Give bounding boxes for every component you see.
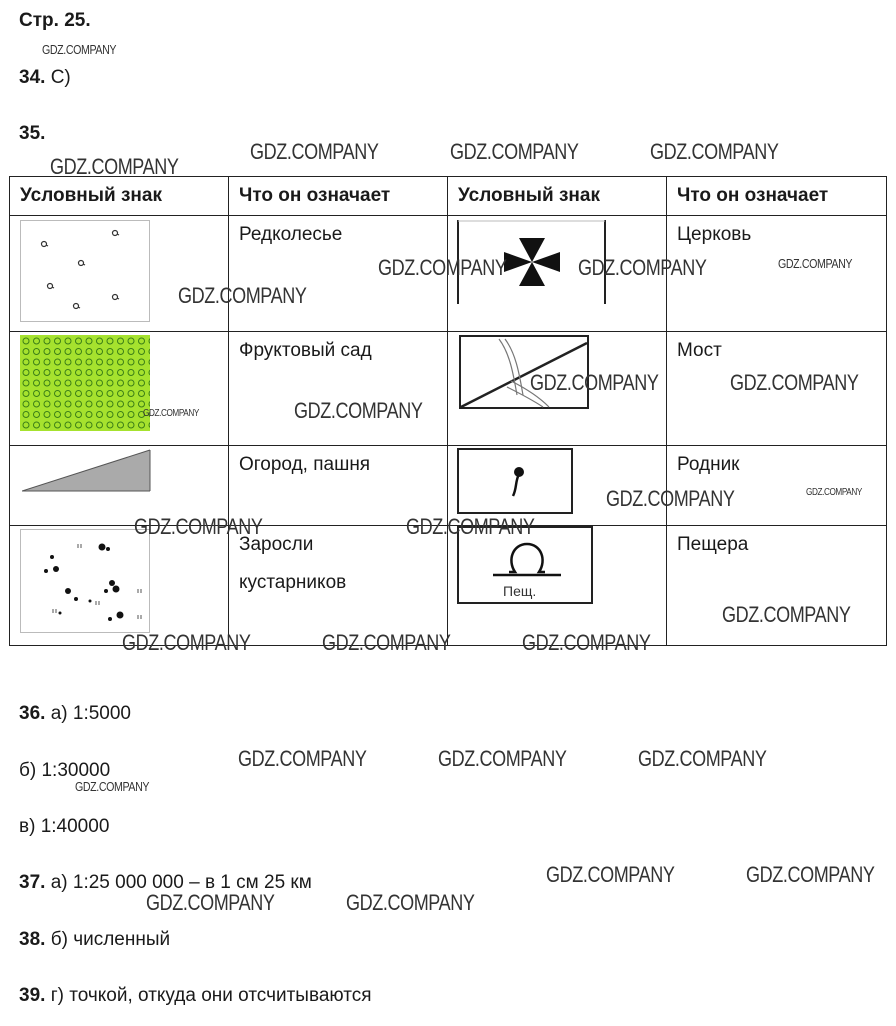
watermark: GDZ.COMPANY (578, 255, 707, 280)
watermark: GDZ.COMPANY (778, 256, 853, 271)
meaning-cell: Фруктовый сад (229, 332, 448, 446)
meaning-cell: Редколесье (229, 216, 448, 332)
watermark: GDZ.COMPANY (143, 408, 199, 419)
question-number: 38. (19, 929, 46, 950)
field-icon (22, 448, 152, 492)
question-37: 37. а) 1:25 000 000 – в 1 см 25 км (19, 872, 312, 893)
page-number: Стр. 25. (19, 10, 91, 31)
meaning-cell: Огород, пашня (229, 446, 448, 526)
watermark: GDZ.COMPANY (238, 746, 367, 771)
meaning-cell: Мост (667, 332, 887, 446)
watermark: GDZ.COMPANY (322, 630, 451, 655)
watermark: GDZ.COMPANY (730, 370, 859, 395)
watermark: GDZ.COMPANY (438, 746, 567, 771)
fruit-orchard-icon (20, 335, 150, 431)
table-header-row (10, 177, 887, 216)
column-header: Условный знак (10, 177, 229, 216)
question-35 (19, 123, 45, 145)
watermark: GDZ.COMPANY (75, 779, 150, 794)
shrubs-icon (20, 529, 150, 633)
question-number: 36. (19, 703, 46, 724)
question-number: 39. (19, 985, 46, 1006)
watermark: GDZ.COMPANY (450, 139, 579, 164)
watermark: GDZ.COMPANY (806, 487, 862, 498)
watermark: GDZ.COMPANY (42, 42, 117, 57)
column-header: Что он означает (229, 177, 448, 216)
watermark: GDZ.COMPANY (522, 630, 651, 655)
question-38: 38. б) численный (19, 929, 171, 950)
question-number: 37. (19, 872, 46, 893)
question-39: 39. г) точкой, откуда они отсчитываются (19, 985, 372, 1006)
watermark: GDZ.COMPANY (146, 890, 275, 915)
watermark: GDZ.COMPANY (546, 862, 675, 887)
watermark: GDZ.COMPANY (294, 398, 423, 423)
map-symbols-table (9, 176, 887, 646)
watermark: GDZ.COMPANY (406, 514, 535, 539)
watermark: GDZ.COMPANY (650, 139, 779, 164)
meaning-cell: Родник (667, 446, 887, 526)
question-number: 34. (19, 67, 46, 88)
meaning-cell: Пещера (667, 526, 887, 646)
column-header: Что он означает (667, 177, 887, 216)
watermark: GDZ.COMPANY (50, 154, 179, 179)
answer-text: С) (50, 67, 71, 88)
meaning-cell: Церковь (667, 216, 887, 332)
question-34 (19, 67, 71, 89)
watermark: GDZ.COMPANY (722, 602, 851, 627)
cave-caption: Пещ. (503, 583, 537, 599)
question-36-b: б) 1:30000 (19, 760, 111, 781)
symbol-cell (10, 526, 229, 646)
symbol-cell (448, 526, 667, 646)
watermark: GDZ.COMPANY (250, 139, 379, 164)
watermark: GDZ.COMPANY (530, 370, 659, 395)
watermark: GDZ.COMPANY (606, 486, 735, 511)
sparse-forest-icon (20, 220, 150, 322)
question-number: 35. (19, 123, 46, 144)
watermark: GDZ.COMPANY (134, 514, 263, 539)
question-36-a: 36. а) 1:5000 (19, 703, 131, 724)
column-header: Условный знак (448, 177, 667, 216)
spring-icon (457, 448, 573, 514)
question-36-c: в) 1:40000 (19, 816, 110, 837)
watermark: GDZ.COMPANY (378, 255, 507, 280)
symbol-cell (10, 216, 229, 332)
watermark: GDZ.COMPANY (122, 630, 251, 655)
watermark: GDZ.COMPANY (178, 283, 307, 308)
symbol-cell (10, 332, 229, 446)
watermark: GDZ.COMPANY (746, 862, 875, 887)
watermark: GDZ.COMPANY (346, 890, 475, 915)
meaning-cell: Заросли кустарников (229, 526, 448, 646)
watermark: GDZ.COMPANY (638, 746, 767, 771)
